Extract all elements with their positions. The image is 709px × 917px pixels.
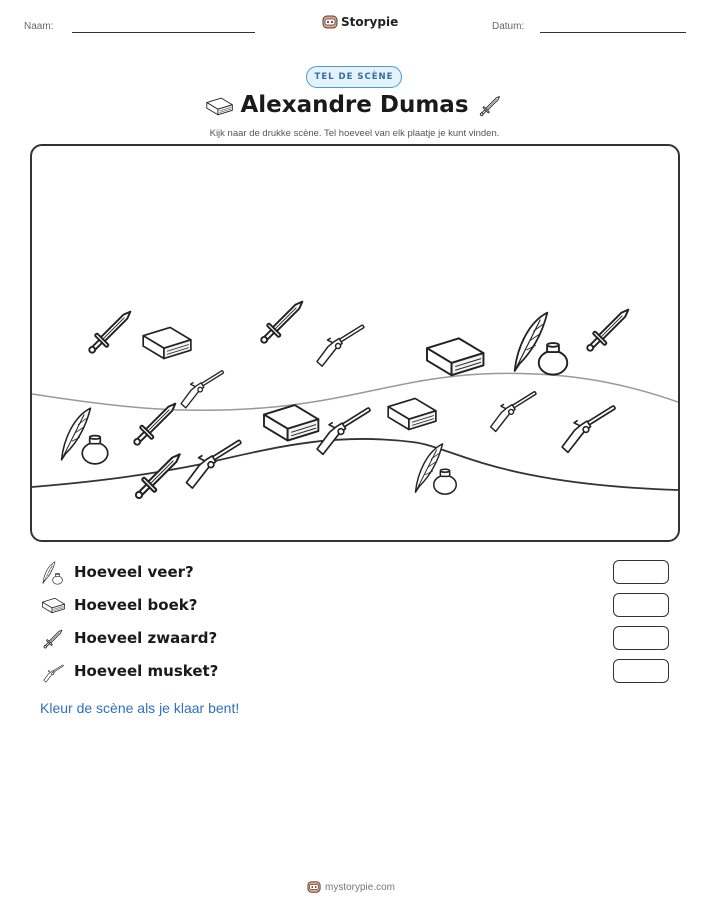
sword-icon <box>256 296 308 348</box>
coloring-note: Kleur de scène als je klaar bent! <box>40 700 240 716</box>
name-label: Naam: <box>24 21 54 32</box>
sword-icon <box>84 306 136 358</box>
back-hill-line <box>32 373 678 410</box>
answer-box-musket[interactable] <box>613 659 669 683</box>
musket-icon <box>179 434 248 489</box>
title-row <box>0 90 709 126</box>
quill-inkwell-icon <box>40 560 66 586</box>
question-musket <box>40 659 672 685</box>
sword-icon <box>129 398 181 450</box>
activity-badge: TEL DE SCÈNE <box>306 66 402 88</box>
book-icon <box>264 405 318 440</box>
storypie-mascot-icon <box>307 880 321 894</box>
book-icon <box>40 593 66 619</box>
musket-icon <box>310 402 377 455</box>
book-icon <box>388 398 436 429</box>
musket-icon <box>310 320 370 367</box>
name-field[interactable] <box>72 32 255 33</box>
inkwell-icon <box>434 469 457 494</box>
inkwell-icon <box>539 343 568 375</box>
counting-scene <box>30 144 680 542</box>
book-icon <box>143 327 191 358</box>
sword-icon <box>40 626 66 652</box>
question-book <box>40 593 672 619</box>
musket-icon <box>40 659 66 685</box>
sword-icon <box>582 304 634 356</box>
instructions: Kijk naar de drukke scène. Tel hoeveel van elk plaatje je kunt vinden. <box>209 128 500 139</box>
inkwell-icon <box>82 436 108 464</box>
front-hill-line <box>32 439 678 490</box>
date-field[interactable] <box>540 32 686 33</box>
question-label: Hoeveel boek? <box>74 596 198 614</box>
question-quill <box>40 560 672 586</box>
answer-box-sword[interactable] <box>613 626 669 650</box>
footer-url[interactable]: mystorypie.com <box>325 881 396 893</box>
scene-drawing <box>32 146 678 540</box>
question-label: Hoeveel zwaard? <box>74 629 218 647</box>
page-title: Alexandre Dumas <box>240 92 469 118</box>
musket-icon <box>484 387 542 433</box>
answer-box-book[interactable] <box>613 593 669 617</box>
answer-box-quill[interactable] <box>613 560 669 584</box>
sword-icon <box>476 92 504 120</box>
question-label: Hoeveel musket? <box>74 662 219 680</box>
book-icon <box>427 338 483 375</box>
brand-name: Storypie <box>341 15 399 29</box>
musket-icon <box>175 366 229 409</box>
footer <box>307 880 395 894</box>
storypie-logo <box>322 14 398 30</box>
musket-icon <box>555 400 622 453</box>
question-label: Hoeveel veer? <box>74 563 194 581</box>
question-sword <box>40 626 672 652</box>
date-label: Datum: <box>492 21 525 32</box>
storypie-mascot-icon <box>322 14 338 30</box>
